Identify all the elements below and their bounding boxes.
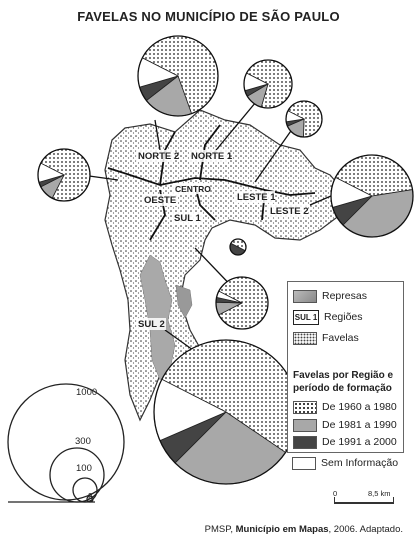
represas-swatch xyxy=(293,290,317,303)
scale-tick xyxy=(393,497,394,503)
size-label-300: 300 xyxy=(75,436,91,447)
map-legend xyxy=(287,281,404,453)
source-suffix: , 2006. Adaptado. xyxy=(328,524,403,535)
legend-label-1981: De 1981 a 1990 xyxy=(322,419,397,431)
period-1991-swatch xyxy=(293,436,317,449)
scale-label-end: 8,5 km xyxy=(368,489,391,498)
legend-item-1960 xyxy=(293,399,397,415)
legend-label-1960: De 1960 a 1980 xyxy=(322,401,397,413)
source-title: Município em Mapas xyxy=(235,524,329,535)
size-legend-circles xyxy=(8,384,124,502)
period-1960-swatch xyxy=(293,401,317,414)
legend-item-regioes xyxy=(293,309,363,325)
legend-item-represas xyxy=(293,288,367,304)
region-label-oeste: OESTE xyxy=(144,195,177,206)
scale-bar xyxy=(333,489,396,506)
region-label-sul2: SUL 2 xyxy=(138,319,165,330)
period-1981-swatch xyxy=(293,419,317,432)
legend-label-favelas: Favelas xyxy=(322,332,359,344)
source-prefix: PMSP, xyxy=(204,524,236,535)
period-sem-swatch xyxy=(292,457,316,470)
region-label-leste2: LESTE 2 xyxy=(270,206,309,217)
favelas-swatch xyxy=(293,332,317,345)
scale-line xyxy=(334,502,394,504)
legend-label-represas: Represas xyxy=(322,290,367,302)
legend-item-sem xyxy=(292,455,398,471)
size-label-1000: 1000 xyxy=(76,387,98,398)
scale-label-zero: 0 xyxy=(333,489,338,498)
region-label-norte1: NORTE 1 xyxy=(191,151,233,162)
size-label-100: 100 xyxy=(76,463,92,474)
region-label-centro: CENTRO xyxy=(175,184,211,194)
legend-label-1991: De 1991 a 2000 xyxy=(322,436,397,448)
region-label-leste1: LESTE 1 xyxy=(237,192,276,203)
region-label-norte2: NORTE 2 xyxy=(138,151,180,162)
legend-subtitle: Favelas por Região e período de formação xyxy=(293,370,394,394)
size-label-2: 2 xyxy=(88,492,93,501)
legend-item-favelas xyxy=(293,330,359,346)
map-title: FAVELAS NO MUNICÍPIO DE SÃO PAULO xyxy=(77,9,340,24)
regioes-swatch: SUL 1 xyxy=(293,310,319,325)
legend-label-sem: Sem Informação xyxy=(321,457,399,469)
legend-item-1991 xyxy=(293,434,397,450)
legend-label-regioes: Regiões xyxy=(324,311,363,323)
source-credit xyxy=(205,524,403,535)
legend-item-1981 xyxy=(293,417,397,433)
region-label-sul1: SUL 1 xyxy=(174,213,201,224)
